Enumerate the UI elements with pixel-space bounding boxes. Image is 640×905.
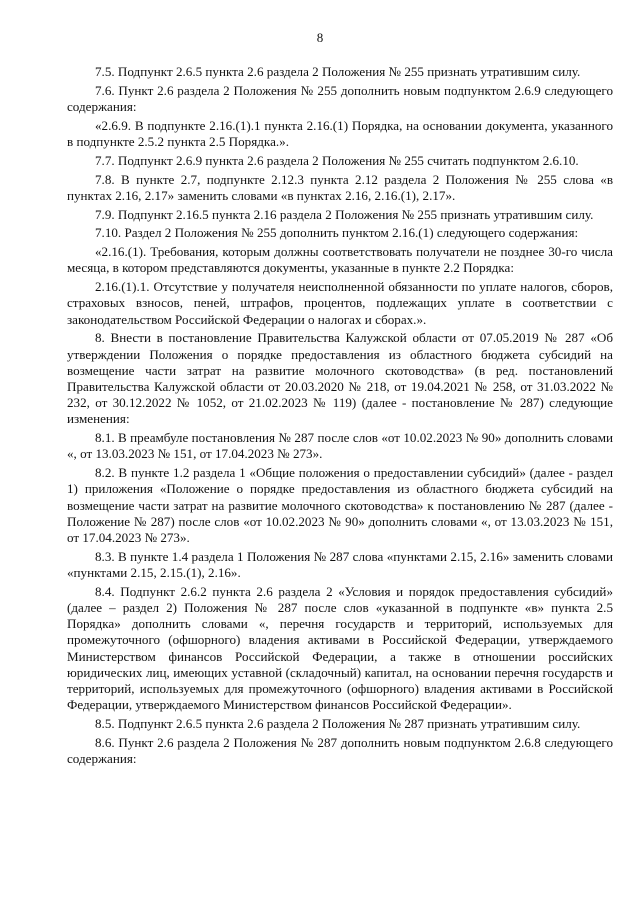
paragraph-8-2: 8.2. В пункте 1.2 раздела 1 «Общие положения о предоставлении субсидий» (далее - раздел 1) приложения «Положение о порядке предоставления из областного бюджета субсидий на возмещение части затрат на развитие молочного скотоводства» к постановлению № 287 (далее - Положение № 287) после слов «от 10.02.2023 № 90» дополнить словами «, от 13.03.2023 № 151, от 17.04.2023 № 273». [67,465,613,546]
paragraph-7-10: 7.10. Раздел 2 Положения № 255 дополнить пунктом 2.16.(1) следующего содержания: [95,225,579,241]
paragraph-7-6: 7.6. Пункт 2.6 раздела 2 Положения № 255 дополнить новым подпунктом 2.6.9 следующего содержания: [67,82,613,114]
page-number: 8 [316,30,324,45]
paragraph-8-1: 8.1. В преамбуле постановления № 287 после слов «от 10.02.2023 № 90» дополнить словами «, от 13.03.2023 № 151, от 17.04.2023 № 273». [67,430,613,462]
paragraph-8-6: 8.6. Пункт 2.6 раздела 2 Положения № 287 дополнить новым подпунктом 2.6.8 следующего содержания: [67,734,613,767]
paragraph-2-16-1-text: «2.16.(1). Требования, которым должны соответствовать получатели не позднее 30-го числа месяца, в котором представляются документы, указанные в пункте 2.2 Порядка: [67,244,613,276]
paragraph-8-3: 8.3. В пункте 1.4 раздела 1 Положения № 287 слова «пунктами 2.15, 2.16» заменить словами «пунктами 2.15, 2.15.(1), 2.16». [67,548,613,581]
paragraph-8-4: 8.4. Подпункт 2.6.2 пункта 2.6 раздела 2 «Условия и порядок предоставления субсидий» (далее – раздел 2) Положения № 287 после слов «указанной в подпункте «в» пункта 2.5 Порядка» дополнить словами «, перечня государств и территорий, используемых для промежуточного (офшорного) владения активами в Российской Федерации, утверждаемого Министерством финансов Российской Федерации, а также в отношении российских юридических лиц, имеющих уставной (складочный) капитал, на основании перечня государств и территорий, используемых для промежуточного (офшорного) владения активами в Российской Федерации, утверждаемого Министерством финансов Российской Федерации». [67,583,613,713]
document-body [67,64,613,770]
paragraph-7-9: 7.9. Подпункт 2.16.5 пункта 2.16 раздела 2 Положения № 255 признать утратившим силу. [95,206,594,222]
paragraph-2-16-1-1-text: 2.16.(1).1. Отсутствие у получателя неисполненной обязанности по уплате налогов, сборов, страховых взносов, пеней, штрафов, процентов, подлежащих уплате в соответствии с законодательством Российской Федерации о налогах и сборах.». [67,279,613,327]
paragraph-7-5: 7.5. Подпункт 2.6.5 пункта 2.6 раздела 2 Положения № 255 признать утратившим силу. [95,64,581,79]
paragraph-8-5: 8.5. Подпункт 2.6.5 пункта 2.6 раздела 2 Положения № 287 признать утратившим силу. [95,716,581,732]
paragraph-7-8: 7.8. В пункте 2.7, подпункте 2.12.3 пункта 2.12 раздела 2 Положения № 255 слова «в пунктах 2.16, 2.17» заменить словами «в пунктах 2.16, 2.16.(1), 2.17». [67,171,613,203]
paragraph-8: 8. Внести в постановление Правительства Калужской области от 07.05.2019 № 287 «Об утверждении Положения о порядке предоставления из областного бюджета субсидий на возмещение части затрат на развитие молочного скотоводства» (в ред. постановлений Правительства Калужской области от 20.03.2020 № 218, от 19.04.2021 № 258, от 31.03.2022 № 232, от 30.12.2022 № 1052, от 21.02.2023 № 119) (далее - постановление № 287) следующие изменения: [67,330,613,427]
paragraph-7-7: 7.7. Подпункт 2.6.9 пункта 2.6 раздела 2 Положения № 255 считать подпунктом 2.6.10. [95,152,579,168]
paragraph-2-6-9-text: «2.6.9. В подпункте 2.16.(1).1 пункта 2.16.(1) Порядка, на основании документа, указанного в подпункте 2.5.2 пункта 2.5 Порядка.». [67,117,613,149]
